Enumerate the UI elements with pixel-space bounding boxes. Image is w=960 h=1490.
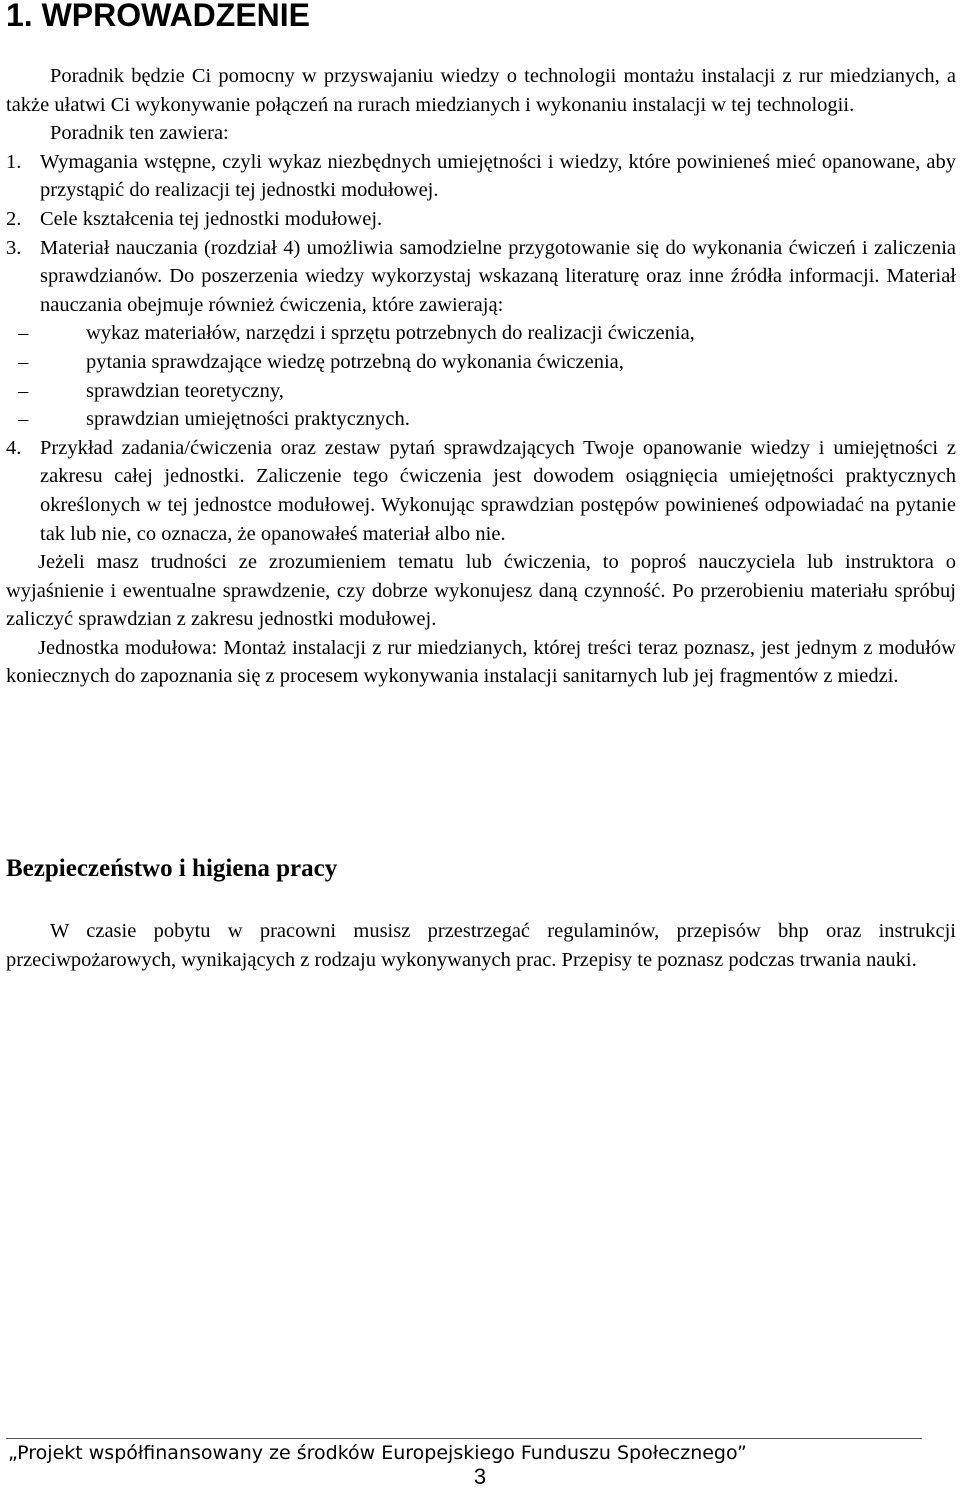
- dash-list-item: [6, 319, 956, 348]
- list-item-3: [6, 234, 956, 320]
- page-heading: 1. WPROWADZENIE: [6, 0, 311, 33]
- list-item-1: [6, 148, 956, 205]
- dash-bullet: –: [18, 350, 29, 373]
- dash-list-item: [6, 377, 956, 406]
- list-number: 1.: [6, 150, 22, 173]
- list-item-4: [6, 434, 956, 548]
- list-text: Wymagania wstępne, czyli wykaz niezbędnych umiejętności i wiedzy, które powinieneś mieć opanowane, aby przystąpić do realizacji tej jednostki modułowej.: [40, 150, 956, 202]
- module-paragraph: Jednostka modułowa: Montaż instalacji z rur miedzianych, której treści teraz poznasz, jest jednym z modułów koniecznych do zapoznania się z procesem wykonywania instalacji sanitarnych lub jej fragmentów z miedzi.: [6, 636, 956, 688]
- dash-bullet: –: [18, 379, 29, 402]
- dash-bullet: –: [18, 408, 29, 431]
- dash-list-item: [6, 348, 956, 377]
- list-number: 3.: [6, 236, 22, 259]
- list-text: Cele kształcenia tej jednostki modułowej.: [40, 207, 383, 230]
- page-number: 3: [473, 1464, 487, 1489]
- safety-section: [6, 917, 956, 974]
- intro-section: [6, 62, 956, 691]
- footer-divider: [6, 1438, 922, 1439]
- list-item-2: [6, 205, 956, 234]
- dash-item-text: sprawdzian teoretyczny,: [86, 379, 284, 402]
- list-number: 2.: [6, 207, 22, 230]
- intro-paragraph: Poradnik będzie Ci pomocny w przyswajaniu wiedzy o technologii montażu instalacji z rur miedzianych, a także ułatwi Ci wykonywanie połączeń na rurach miedzianych i wykonaniu instalacji w tej technologii.: [6, 65, 956, 116]
- dash-bullet: –: [18, 322, 29, 345]
- dash-item-text: pytania sprawdzające wiedzę potrzebną do wykonania ćwiczenia,: [86, 350, 624, 373]
- contents-lead: Poradnik ten zawiera:: [50, 122, 229, 145]
- dash-item-text: wykaz materiałów, narzędzi i sprzętu potrzebnych do realizacji ćwiczenia,: [86, 322, 695, 345]
- safety-section-title: Bezpieczeństwo i higiena pracy: [6, 855, 338, 882]
- list-number: 4.: [6, 436, 22, 459]
- exercise-contents-list: [6, 319, 956, 433]
- safety-paragraph: W czasie pobytu w pracowni musisz przestrzegać regulaminów, przepisów bhp oraz instrukcji przeciwpożarowych, wynikających z rodzaju wykonywanych prac. Przepisy te poznasz podczas trwania nauki.: [6, 920, 956, 971]
- difficulty-paragraph: Jeżeli masz trudności ze zrozumieniem tematu lub ćwiczenia, to poproś nauczyciela lub instruktora o wyjaśnienie i ewentualne sprawdzenie, czy dobrze wykonujesz daną czynność. Po przerobieniu materiału spróbuj zaliczyć sprawdzian z zakresu jednostki modułowej.: [6, 551, 956, 631]
- list-text: Przykład zadania/ćwiczenia oraz zestaw pytań sprawdzających Twoje opanowanie wiedzy i umiejętności z zakresu całej jednostki. Zaliczenie tego ćwiczenia jest dowodem osiągnięcia umiejętności praktycznych określonych w tej jednostce modułowej. Wykonując sprawdzian postępów powinieneś odpowiadać na pytanie tak lub nie, co oznacza, że opanowałeś materiał albo nie.: [40, 436, 956, 545]
- list-text: Materiał nauczania (rozdział 4) umożliwia samodzielne przygotowanie się do wykonania ćwiczeń i zaliczenia sprawdzianów. Do poszerzenia wiedzy wykorzystaj wskazaną literaturę oraz inne źródła informacji. Materiał nauczania obejmuje również ćwiczenia, które zawierają:: [40, 236, 956, 316]
- dash-item-text: sprawdzian umiejętności praktycznych.: [86, 408, 410, 431]
- footer-project-note: „Projekt współfinansowany ze środków Europejskiego Funduszu Społecznego”: [8, 1442, 747, 1464]
- dash-list-item: [6, 405, 956, 434]
